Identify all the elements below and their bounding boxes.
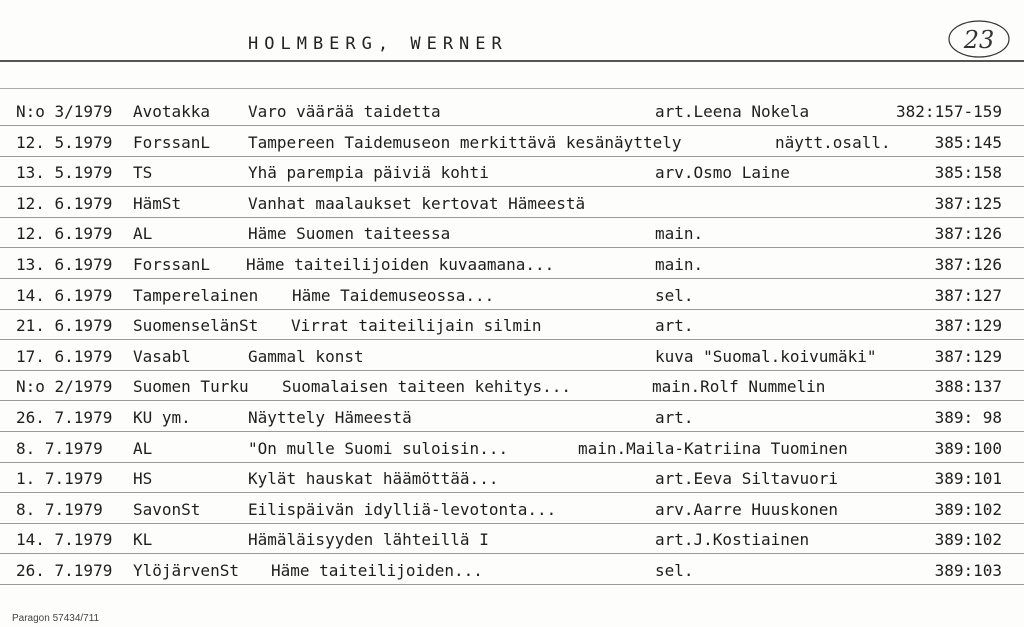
entry-row (0, 310, 1024, 340)
entry-reference: 387:129 (934, 346, 1002, 366)
entry-date: 12. 6.1979 (16, 193, 113, 213)
entry-reference: 385:158 (934, 163, 1002, 183)
entry-row (0, 524, 1024, 554)
entry-date: 12. 6.1979 (16, 224, 113, 244)
entry-reference: 387:127 (934, 285, 1002, 305)
entry-type: art.Leena Nokela (655, 102, 810, 121)
entry-title: Häme Taidemuseossa... (292, 285, 495, 305)
entry-title: Vanhat maalaukset kertovat Hämeestä (248, 193, 586, 213)
entry-reference: 389:101 (934, 469, 1002, 489)
entry-paper: ForssanL (133, 255, 211, 274)
entry-reference: 388:137 (934, 377, 1002, 397)
entry-paper: YlöjärvenSt (133, 561, 239, 580)
entry-title: "On mulle Suomi suloisin... (248, 438, 509, 458)
entry-paper: KL (133, 530, 153, 550)
entry-type: main. (655, 255, 704, 274)
entry-row (0, 341, 1024, 371)
entry-title: Varo väärää taidetta (248, 102, 441, 121)
entry-row (0, 96, 1024, 126)
row-rule (0, 584, 1024, 585)
entry-row (0, 371, 1024, 401)
entry-reference: 389:103 (934, 561, 1002, 580)
entry-row (0, 218, 1024, 248)
entry-type: main. (655, 224, 704, 244)
entry-paper: HämSt (133, 193, 182, 213)
entry-paper: Avotakka (133, 102, 211, 121)
entry-row (0, 463, 1024, 493)
entry-row (0, 188, 1024, 218)
entry-paper: KU ym. (133, 408, 191, 427)
entry-date: 1. 7.1979 (16, 469, 103, 489)
entry-row (0, 433, 1024, 463)
entry-reference: 387:126 (934, 255, 1002, 274)
entry-date: N:o 2/1979 (16, 377, 113, 397)
entry-paper: AL (133, 438, 153, 458)
header-rule (0, 60, 1024, 62)
entry-paper: SuomenselänSt (133, 316, 259, 336)
entry-reference: 389:100 (934, 438, 1002, 458)
entry-date: 8. 7.1979 (16, 438, 103, 458)
entry-paper: Tamperelainen (133, 285, 259, 305)
entry-date: 13. 6.1979 (16, 255, 113, 274)
entry-date: 14. 7.1979 (16, 530, 113, 550)
entry-reference: 389: 98 (934, 408, 1002, 427)
entry-title: Hämäläisyyden lähteillä I (248, 530, 489, 550)
entry-title: Häme taiteilijoiden kuvaamana... (246, 255, 555, 274)
entry-type: art.J.Kostiainen (655, 530, 810, 550)
entry-date: N:o 3/1979 (16, 102, 113, 121)
printer-mark: Paragon 57434/711 (12, 613, 100, 624)
entry-paper: Vasabl (133, 346, 191, 366)
entry-title: Gammal konst (248, 346, 364, 366)
entry-row (0, 494, 1024, 524)
entry-reference: 387:129 (934, 316, 1002, 336)
entry-row (0, 555, 1024, 585)
entry-type: arv.Osmo Laine (655, 163, 790, 183)
entry-reference: 389:102 (934, 530, 1002, 550)
card-number-text: 23 (963, 26, 995, 54)
entry-row (0, 249, 1024, 279)
entry-paper: AL (133, 224, 153, 244)
entry-type: art. (655, 408, 694, 427)
entry-type: art. (655, 316, 694, 336)
entry-date: 13. 5.1979 (16, 163, 113, 183)
entry-date: 21. 6.1979 (16, 316, 113, 336)
entry-date: 14. 6.1979 (16, 285, 113, 305)
entry-paper: TS (133, 163, 153, 183)
entry-title: Eilispäivän idylliä-levotonta... (248, 499, 557, 519)
entry-type: kuva "Suomal.koivumäki" (655, 346, 877, 366)
entry-type: näytt.osall. (775, 132, 891, 152)
entry-reference: 389:102 (934, 499, 1002, 519)
entry-reference: 387:126 (934, 224, 1002, 244)
entry-title: Suomalaisen taiteen kehitys... (282, 377, 571, 397)
header-subrule (0, 88, 1024, 89)
entry-title: Tampereen Taidemuseon merkittävä kesänäyttely (248, 132, 682, 152)
entry-reference: 385:145 (934, 132, 1002, 152)
card-header-name: HOLMBERG, WERNER (248, 34, 508, 54)
entry-title: Yhä parempia päiviä kohti (248, 163, 489, 183)
entry-title: Häme Suomen taiteessa (248, 224, 451, 244)
entry-paper: ForssanL (133, 132, 211, 152)
entry-type: art.Eeva Siltavuori (655, 469, 839, 489)
entry-type: sel. (655, 561, 694, 580)
entry-title: Näyttely Hämeestä (248, 408, 412, 427)
entry-row (0, 402, 1024, 432)
entry-paper: Suomen Turku (133, 377, 249, 397)
entry-date: 17. 6.1979 (16, 346, 113, 366)
entry-paper: HS (133, 469, 153, 489)
entry-type: main.Maila-Katriina Tuominen (578, 438, 848, 458)
entry-row (0, 280, 1024, 310)
entry-type: main.Rolf Nummelin (652, 377, 826, 397)
entry-title: Häme taiteilijoiden... (271, 561, 483, 580)
entry-date: 26. 7.1979 (16, 561, 113, 580)
entry-date: 8. 7.1979 (16, 499, 103, 519)
card-number (946, 18, 1012, 60)
entry-reference: 387:125 (934, 193, 1002, 213)
entry-reference: 382:157-159 (896, 102, 1002, 121)
entry-row (0, 127, 1024, 157)
entry-type: sel. (655, 285, 694, 305)
entry-date: 12. 5.1979 (16, 132, 113, 152)
entry-type: arv.Aarre Huuskonen (655, 499, 839, 519)
entry-paper: SavonSt (133, 499, 201, 519)
entry-date: 26. 7.1979 (16, 408, 113, 427)
card-number-circle-icon (946, 18, 1012, 60)
entry-title: Kylät hauskat häämöttää... (248, 469, 499, 489)
entry-title: Virrat taiteilijain silmin (291, 316, 542, 336)
entry-row (0, 157, 1024, 187)
